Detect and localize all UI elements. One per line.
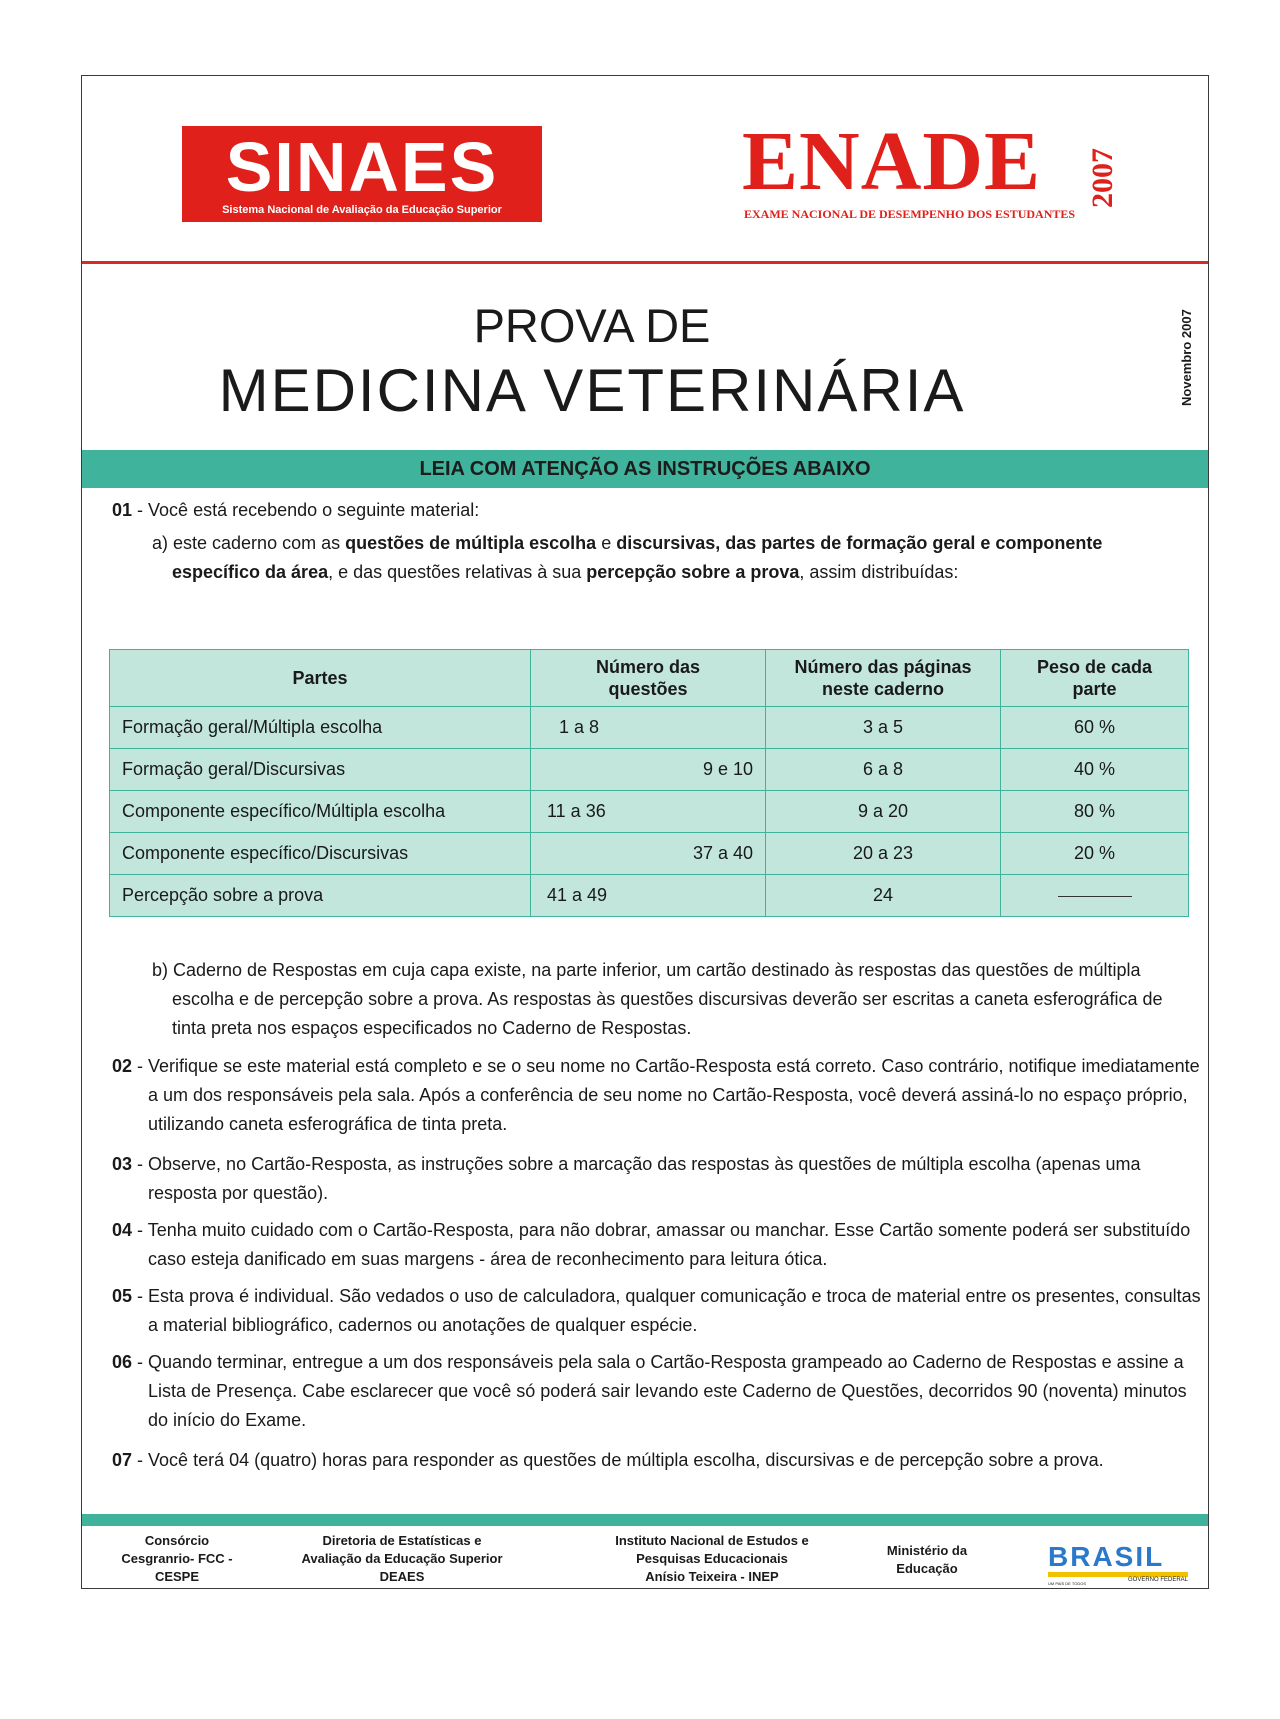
footer-diretoria: Diretoria de Estatísticas e Avaliação da Educação Superior DEAES xyxy=(301,1533,503,1584)
enade-subtitle: EXAME NACIONAL DE DESEMPENHO DOS ESTUDANTES xyxy=(744,207,1076,221)
instruction-03: 03 - Observe, no Cartão-Resposta, as instruções sobre a marcação das respostas às questões de múltipla escolha (apenas uma resposta por questão). xyxy=(112,1154,1141,1203)
enade-logo: ENADE 2007 EXAME NACIONAL DE DESEMPENHO DOS ESTUDANTES xyxy=(742,115,1119,221)
footer-band xyxy=(82,1514,1208,1526)
empty-weight-dash xyxy=(1001,875,1189,917)
col-header: Número das páginas neste caderno xyxy=(766,650,1001,707)
footer-ministerio: Ministério da Educação xyxy=(886,1543,968,1576)
col-header: Peso de cada parte xyxy=(1001,650,1189,707)
col-header: Número das questões xyxy=(531,650,766,707)
enade-year: 2007 xyxy=(1086,148,1119,208)
exam-date: Novembro 2007 xyxy=(1179,309,1194,406)
instruction-07: 07 - Você terá 04 (quatro) horas para responder as questões de múltipla escolha, discursivas e de percepção sobre a prova. xyxy=(112,1450,1104,1470)
instructions-banner: LEIA COM ATENÇÃO AS INSTRUÇÕES ABAIXO xyxy=(82,450,1208,488)
instruction-04: 04 - Tenha muito cuidado com o Cartão-Resposta, para não dobrar, amassar ou manchar. Esse Cartão somente poderá ser substituído caso esteja danificado em suas margens - área de reconhecimento para leitura ótica. xyxy=(112,1220,1191,1269)
table-row: Componente específico/Discursivas 37 a 40 20 a 23 20 % xyxy=(110,833,1189,875)
instruction-01: 01 - Você está recebendo o seguinte material: a) este caderno com as questões de múltipla escolha e discursivas, das partes de formação geral e componente específico da área, e das questões relativas à sua percepção sobre a prova, assim distribuídas: xyxy=(112,496,1172,587)
instruction-02: 02 - Verifique se este material está completo e se o seu nome no Cartão-Resposta está correto. Caso contrário, notifique imediatamente a um dos responsáveis pela sala. Após a conferência de seu nome no Cartão-Resposta, você deverá assiná-lo no espaço próprio, utilizando caneta esferográfica de tinta preta. xyxy=(112,1056,1200,1134)
sinaes-logo: SINAES Sistema Nacional de Avaliação da Educação Superior xyxy=(182,126,542,222)
table-row: Formação geral/Múltipla escolha 1 a 8 3 a 5 60 % xyxy=(110,707,1189,749)
title-line1: PROVA DE xyxy=(473,299,711,352)
instruction-01a: a) este caderno com as questões de múltipla escolha e discursivas, das partes de formação geral e componente específico da área, e das questões relativas à sua percepção sobre a prova, assim distribuídas: xyxy=(152,533,1103,582)
footer-inep: Instituto Nacional de Estudos e Pesquisas Educacionais Anísio Teixeira - INEP xyxy=(615,1533,809,1584)
sinaes-subtitle: Sistema Nacional de Avaliação da Educação Superior xyxy=(222,204,502,216)
col-header: Partes xyxy=(110,650,531,707)
brasil-logo: BRASIL UM PAÍS DE TODOS GOVERNO FEDERAL xyxy=(1048,1541,1188,1586)
table-row: Formação geral/Discursivas 9 e 10 6 a 8 40 % xyxy=(110,749,1189,791)
table-header-row xyxy=(110,650,1189,707)
table-row: Percepção sobre a prova 41 a 49 24 xyxy=(110,875,1189,917)
instruction-01b: b) Caderno de Respostas em cuja capa existe, na parte inferior, um cartão destinado às respostas das questões de múltipla escolha e de percepção sobre a prova. As respostas às questões discursivas deverão ser escritas a caneta esferográfica de tinta preta nos espaços especificados no Caderno de Respostas. xyxy=(152,960,1163,1038)
document-frame xyxy=(81,75,1209,1589)
title-line2: MEDICINA VETERINÁRIA xyxy=(218,357,966,424)
instruction-06: 06 - Quando terminar, entregue a um dos responsáveis pela sala o Cartão-Resposta grampeado ao Caderno de Respostas e assine a Lista de Presença. Cabe esclarecer que você só poderá sair levando este Caderno de Questões, decorridos 90 (noventa) minutos do início do Exame. xyxy=(112,1352,1187,1430)
footer-consorcio: Consórcio Cesgranrio- FCC - CESPE xyxy=(121,1533,233,1584)
header-divider xyxy=(82,261,1208,264)
table-row: Componente específico/Múltipla escolha 11 a 36 9 a 20 80 % xyxy=(110,791,1189,833)
instruction-05: 05 - Esta prova é individual. São vedados o uso de calculadora, qualquer comunicação e troca de material entre os presentes, consultas a material bibliográfico, cadernos ou anotações de qualquer espécie. xyxy=(112,1286,1201,1335)
distribution-table xyxy=(109,649,1189,917)
